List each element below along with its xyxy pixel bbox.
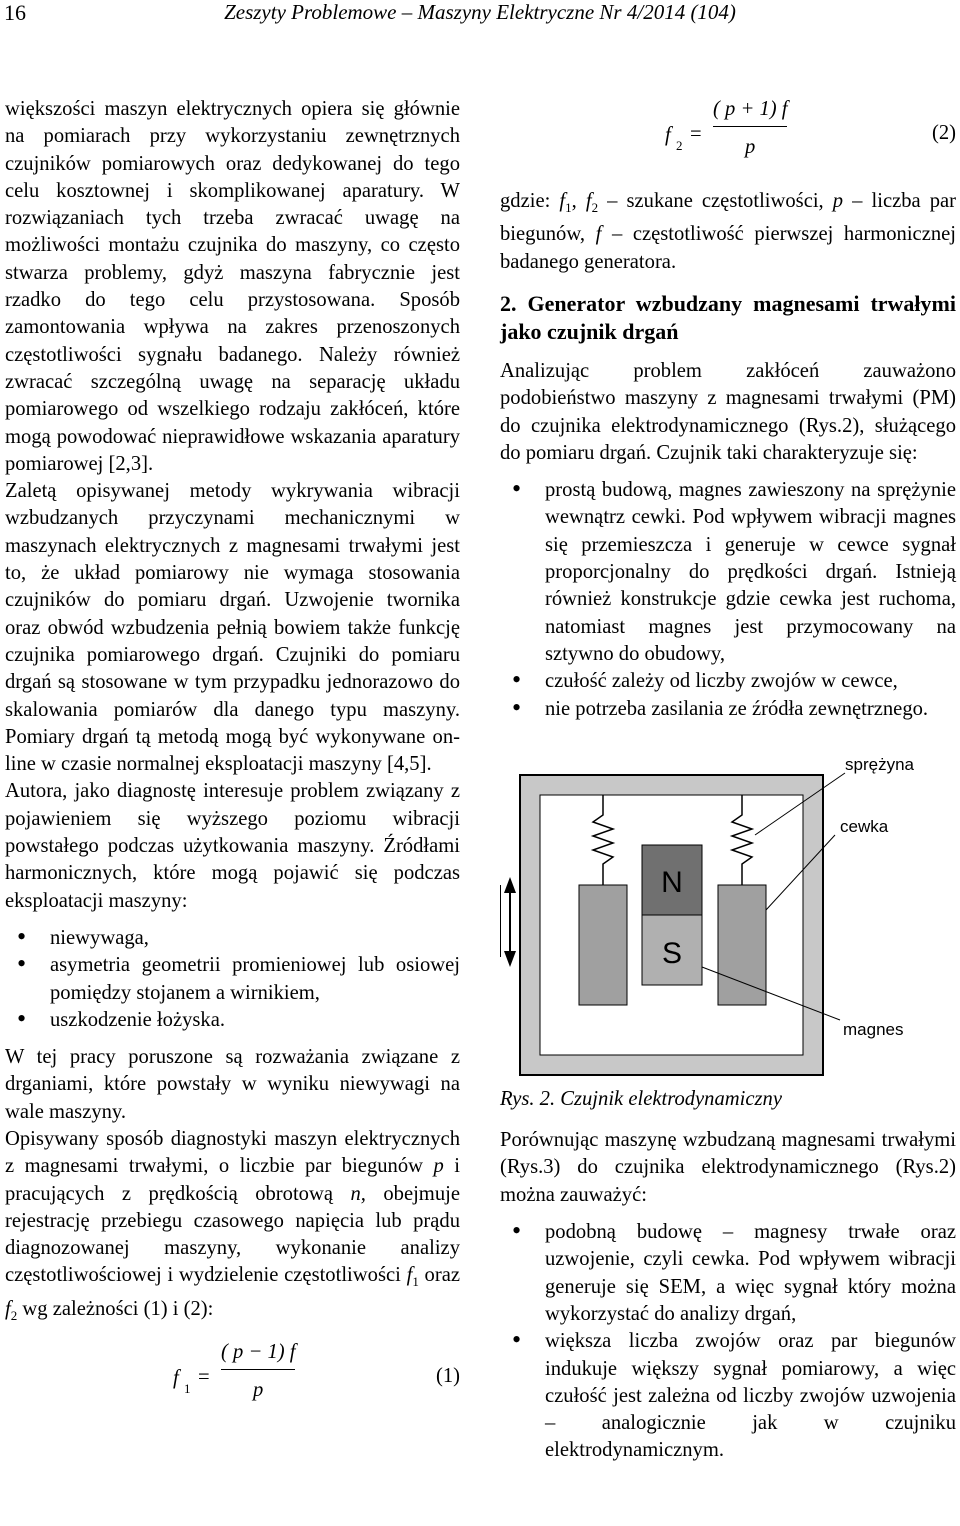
list-item: • niewywaga,: [5, 925, 460, 952]
left-column: [5, 96, 460, 1425]
page-header: [0, 0, 960, 40]
bullet-list: [500, 1219, 956, 1465]
figure-sensor-diagram: [500, 735, 956, 1080]
list-item: • prostą budową, magnes zawieszony na sprężynie wewnątrz cewki. Pod wpływem wibracji magnes się przemieszcza i generuje w cewce sygnał proporcjonalny do prędkości drgań. Istnieją również konstrukcje gdzie cewka jest ruchoma, natomiast magnes jest przymocowany na sztywno do obudowy,: [500, 477, 956, 668]
equation-2: f 2 = ( p + 1) f p (2): [665, 98, 956, 158]
paragraph: Autora, jako diagnostę interesuje problem związany z pojawieniem się wyższego poziomu wibracji powstałego podczas użytkowania maszyny. Źródłami harmonicznych, które mogą pojawić się podczas eksploatacji maszyny:: [5, 780, 460, 912]
list-item: • podobną budowę – magnesy trwałe oraz uzwojenie, czyli cewka. Pod wpływem wibracji generuje się SEM, a więc sygnał który można wykorzystać do analizy drgań,: [500, 1219, 956, 1328]
figure-caption: Rys. 2. Czujnik elektrodynamiczny: [500, 1087, 782, 1110]
paragraph: Analizując problem zakłóceń zauważono podobieństwo maszyny z magnesami trwałymi (PM) do czujnika elektrodynamicznego (Rys.2), służącego do pomiaru drgań. Czujnik taki charakteryzuje się:: [500, 360, 956, 464]
page-number: 16: [4, 0, 26, 25]
pole-s-label: S: [661, 936, 683, 970]
right-column: [500, 100, 956, 1475]
equation-number: (2): [931, 122, 956, 144]
paragraph: Opisywany sposób diagnostyki maszyn elektrycznych z magnesami trwałymi, o liczbie par biegunów p i pracujących z prędkością obrotową n, obejmuje rejestrację przebiegu czasowego napięcia lub prądu diagnozowanej maszyny, wykonanie analizy częstotliwościowej i wydzielenie częstotliwości $f_1$ oraz $f_2$ wg zależności (1) i (2):: [5, 1127, 460, 1323]
electrodynamic-sensor-diagram: [500, 735, 956, 1080]
pole-n-label: N: [661, 865, 683, 899]
paragraph: W tej pracy poruszone są rozważania związane z drganiami, które powstały w wyniku niewywagi na wale maszyny.: [5, 1046, 460, 1123]
section-heading: 2. Generator wzbudzany magnesami trwałymi jako czujnik drgań: [500, 291, 956, 344]
journal-title: Zeszyty Problemowe – Maszyny Elektryczne Nr 4/2014 (104): [224, 0, 736, 24]
list-item: • czułość zależy od liczby zwojów w cewce,: [500, 668, 956, 695]
equation-1: f 1 = ( p − 1) f p (1): [173, 1341, 460, 1402]
paragraph: gdzie: $f_1$, $f_2$ – szukane częstotliwości, p – liczba par biegunów, f – częstotliwość pierwszej harmonicznej badanego generatora.: [500, 190, 957, 273]
list-item: • większa liczba zwojów oraz par biegunów indukuje większy sygnał pomiarowy, a więc czułość jest zależna od liczby zwojów uzwojenia – analogicznie jak w czujniku elektrodynamicznym.: [500, 1328, 956, 1464]
bullet-list: [5, 925, 460, 1034]
paragraph: większości maszyn elektrycznych opiera się głównie na pomiarach przy wykorzystaniu zewnętrznych czujników pomiarowych oraz dedykowanej do tego celu kosztownej i skomplikowanej aparatury. W rozwiązaniach tych trzeba zwracać uwagę na możliwości montażu czujnika do maszyny, co często stwarza problemy, gdyż maszyna fabrycznie jest rzadko do tego celu przystosowana. Sposób zamontowania wpływa na zakres przenoszonych częstotliwości sygnału badanego. Należy również zwracać szczególną uwagę na separację układu pomiarowego od wszelkiego rodzaju zakłóceń, które mogą powodować nieprawidłowe wskazania aparatury pomiarowej [2,3].: [5, 98, 460, 475]
paragraph: Porównując maszynę wzbudzaną magnesami trwałymi (Rys.3) do czujnika elektrodynamicznego (Rys.2) można zauważyć:: [500, 1129, 956, 1206]
bullet-list: [500, 477, 956, 723]
list-item: • uszkodzenie łożyska.: [5, 1007, 460, 1034]
equation-number: (1): [435, 1365, 460, 1388]
paragraph: Zaletą opisywanej metody wykrywania wibracji wzbudzanych przyczynami mechanicznymi w maszynach elektrycznych z magnesami trwałymi jest to, że układ pomiarowy nie wymaga stosowania czujników do pomiaru drgań. Uzwojenie twornika oraz obwód wzbudzenia pełnią bowiem także funkcję czujnika pomiarowego drgań. Czujniki do pomiaru drgań są stosowane w tym przypadku jednorazowo do skalowania pomiarów dla danego typu maszyny. Pomiary drgań tą metodą mogą być wykonywane on-line w czasie normalnej eksploatacji maszyny [4,5].: [5, 480, 460, 776]
list-item: • asymetria geometrii promieniowej lub osiowej pomiędzy stojanem a wirnikiem,: [5, 952, 460, 1007]
label-spring: sprężyna: [845, 754, 914, 774]
label-coil: cewka: [840, 816, 889, 836]
label-magnet: magnes: [843, 1019, 904, 1039]
list-item: • nie potrzeba zasilania ze źródła zewnętrznego.: [500, 696, 956, 723]
